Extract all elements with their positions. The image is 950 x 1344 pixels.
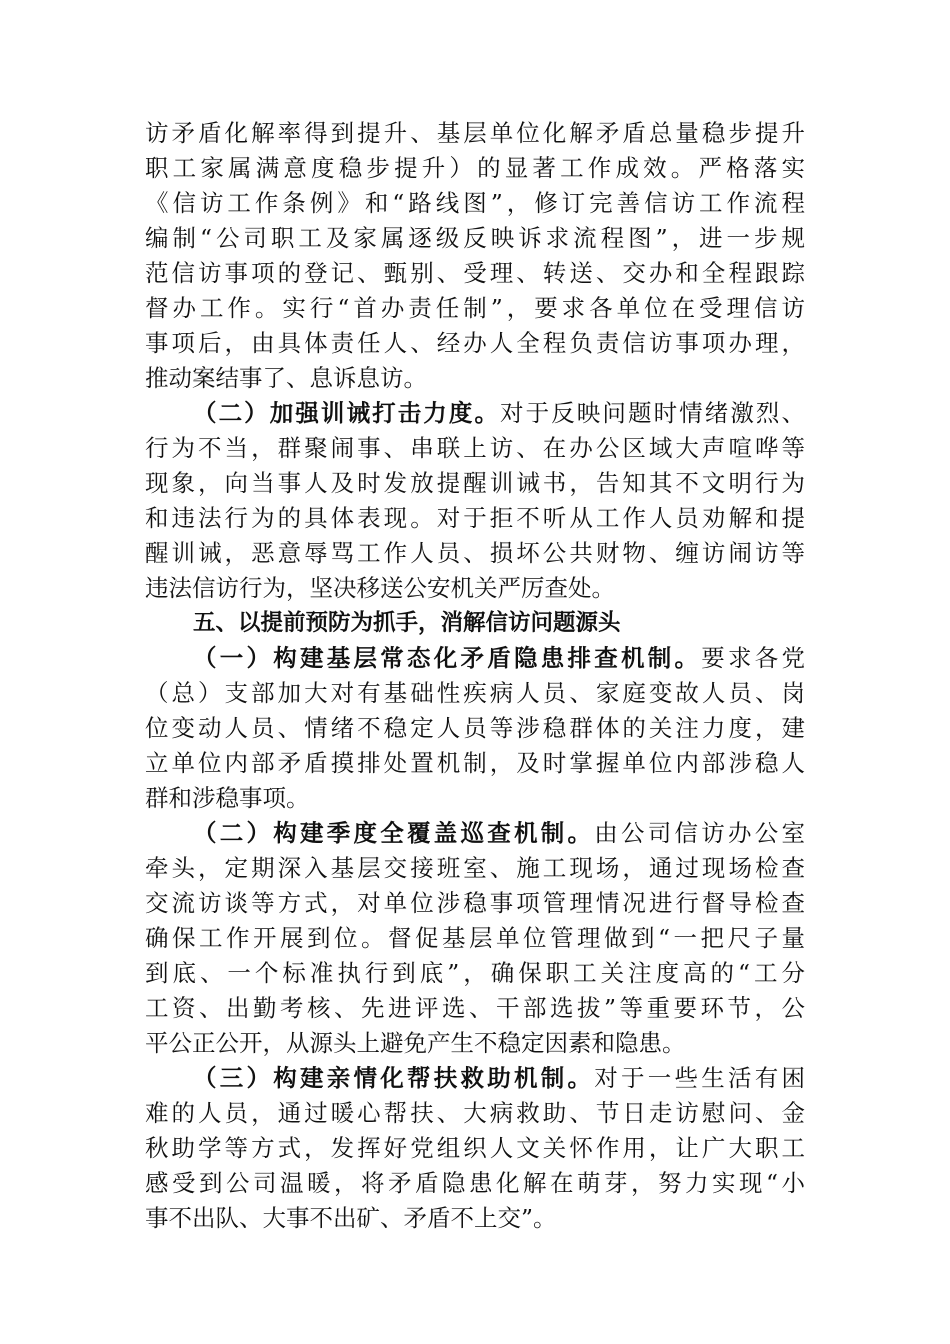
- line-text: 要求各党: [701, 644, 805, 672]
- text-line: （总）支部加大对有基础性疾病人员、家庭变故人员、岗: [145, 679, 805, 707]
- line-text: 对于反映问题时情绪激烈、: [500, 399, 806, 427]
- text-line: 行为不当，群聚闹事、串联上访、在办公区域大声喧哗等: [145, 434, 805, 462]
- text-line: 平公正公开，从源头上避免产生不稳定因素和隐患。: [145, 1029, 686, 1057]
- line-text: 对于一些生活有困: [594, 1064, 805, 1092]
- text-line: 范信访事项的登记、甄别、受理、转送、交办和全程跟踪: [145, 259, 805, 287]
- text-line: 感受到公司温暖，将矛盾隐患化解在萌芽，努力实现“小: [145, 1169, 805, 1197]
- text-line: 立单位内部矛盾摸排处置机制，及时掌握单位内部涉稳人: [145, 749, 805, 777]
- text-line: 推动案结事了、息诉息访。: [145, 364, 427, 392]
- text-line: 位变动人员、情绪不稳定人员等涉稳群体的关注力度，建: [145, 714, 805, 742]
- text-line: [145, 816, 805, 851]
- subheading-label: （三）构建亲情化帮扶救助机制。: [193, 1064, 595, 1092]
- text-line: 和违法行为的具体表现。对于拒不听从工作人员劝解和提: [145, 504, 805, 532]
- text-line: 访矛盾化解率得到提升、基层单位化解矛盾总量稳步提升: [145, 119, 805, 147]
- text-line: [145, 641, 805, 676]
- subheading-label: （一）构建基层常态化矛盾隐患排查机制。: [193, 644, 702, 672]
- subheading-label: （二）构建季度全覆盖巡查机制。: [193, 819, 595, 847]
- text-line: 群和涉稳事项。: [145, 784, 310, 812]
- text-line: 违法信访行为，坚决移送公安机关严厉查处。: [145, 574, 615, 602]
- text-line: 《信访工作条例》和“路线图”，修订完善信访工作流程: [145, 189, 805, 217]
- text-line: 职工家属满意度稳步提升）的显著工作成效。严格落实: [145, 154, 805, 182]
- text-line: 事项后，由具体责任人、经办人全程负责信访事项办理，: [145, 329, 805, 357]
- subheading-label: （二）加强训诫打击力度。: [193, 399, 501, 427]
- text-line: 编制“公司职工及家属逐级反映诉求流程图”，进一步规: [145, 224, 805, 252]
- text-line: 督办工作。实行“首办责任制”，要求各单位在受理信访: [145, 294, 805, 322]
- section-heading: 五、以提前预防为抓手，消解信访问题源头: [193, 610, 621, 636]
- text-line: 确保工作开展到位。督促基层单位管理做到“一把尺子量: [145, 924, 805, 952]
- line-text: 由公司信访办公室: [594, 819, 805, 847]
- text-line: 事不出队、大事不出矿、矛盾不上交”。: [145, 1204, 557, 1232]
- text-line: 醒训诫，恶意辱骂工作人员、损坏公共财物、缠访闹访等: [145, 539, 805, 567]
- text-line: 秋助学等方式，发挥好党组织人文关怀作用，让广大职工: [145, 1134, 805, 1162]
- text-line: 现象，向当事人及时发放提醒训诫书，告知其不文明行为: [145, 469, 805, 497]
- text-line: 难的人员，通过暖心帮扶、大病救助、节日走访慰问、金: [145, 1099, 805, 1127]
- text-line: [145, 396, 805, 431]
- text-line: 到底、一个标准执行到底”，确保职工关注度高的“工分: [145, 959, 805, 987]
- text-line: [145, 1061, 805, 1096]
- text-line: 工资、出勤考核、先进评选、干部选拔”等重要环节，公: [145, 994, 805, 1022]
- text-line: 交流访谈等方式，对单位涉稳事项管理情况进行督导检查: [145, 889, 805, 917]
- document-body: [145, 116, 805, 1236]
- text-line: 牵头，定期深入基层交接班室、施工现场，通过现场检查: [145, 854, 805, 882]
